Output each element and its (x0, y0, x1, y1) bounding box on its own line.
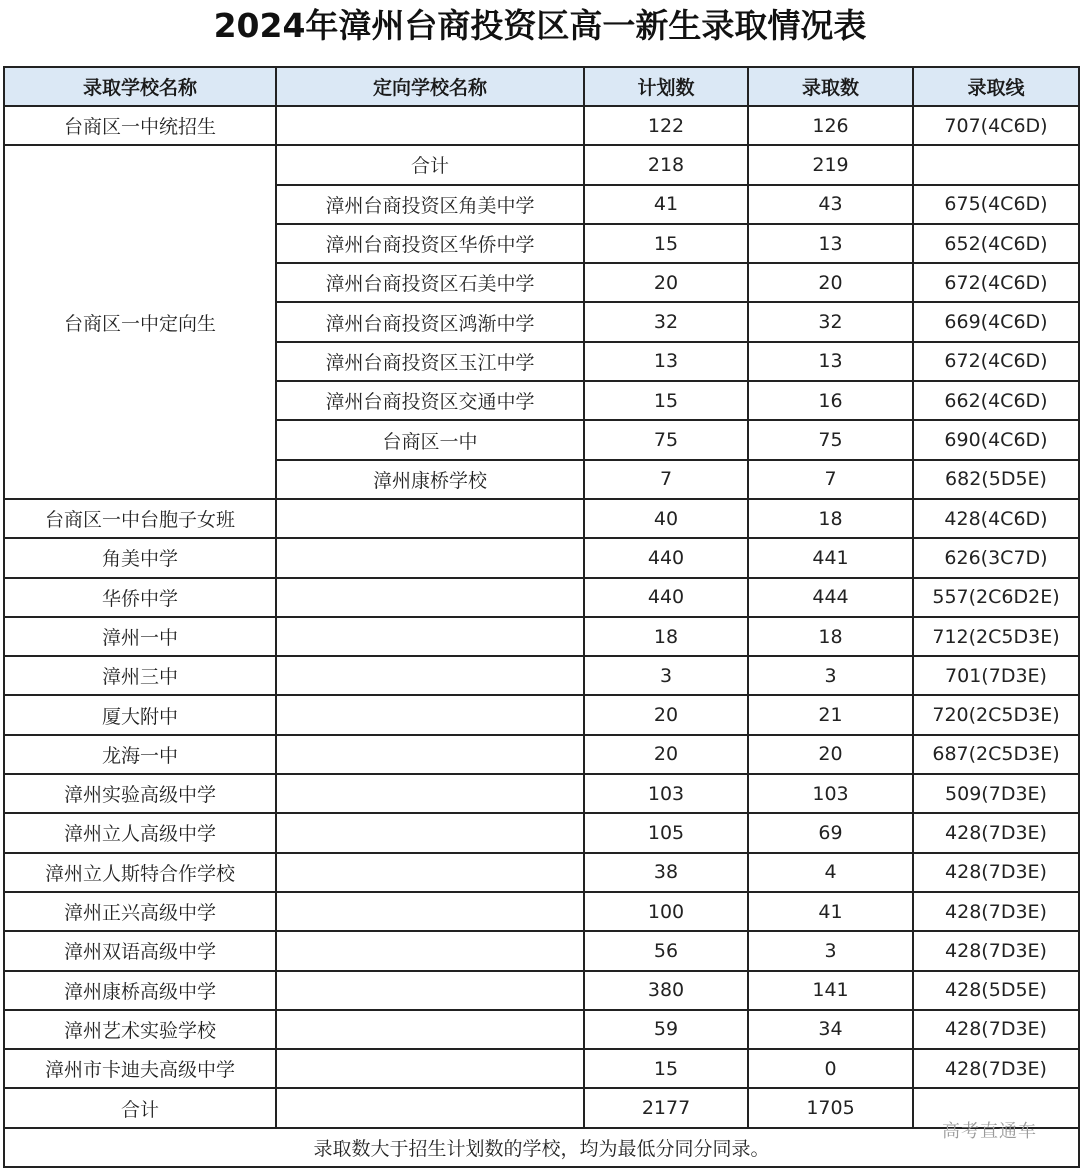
cell-cutoff: 428(7D3E) (913, 853, 1079, 892)
cell-school: 漳州实验高级中学 (4, 774, 276, 813)
cell-admitted: 141 (748, 971, 913, 1010)
header-row (4, 67, 1079, 106)
table-row (4, 538, 1079, 577)
cell-directed-school: 漳州台商投资区交通中学 (276, 381, 584, 420)
cell-directed-school (276, 1088, 584, 1127)
cell-school: 华侨中学 (4, 578, 276, 617)
cell-admitted: 20 (748, 263, 913, 302)
cell-directed-school (276, 538, 584, 577)
cell-plan: 38 (584, 853, 748, 892)
cell-cutoff: 509(7D3E) (913, 774, 1079, 813)
table-row (4, 735, 1079, 774)
table-row (4, 1010, 1079, 1049)
header-admitted: 录取数 (748, 67, 913, 106)
cell-directed-school (276, 617, 584, 656)
cell-school: 合计 (4, 1088, 276, 1127)
cell-admitted: 21 (748, 695, 913, 734)
cell-cutoff: 720(2C5D3E) (913, 695, 1079, 734)
cell-admitted: 126 (748, 106, 913, 145)
cell-directed-school (276, 735, 584, 774)
cell-school: 台商区一中台胞子女班 (4, 499, 276, 538)
cell-school: 龙海一中 (4, 735, 276, 774)
cell-plan: 40 (584, 499, 748, 538)
cell-directed-school: 漳州台商投资区石美中学 (276, 263, 584, 302)
cell-admitted: 43 (748, 185, 913, 224)
cell-admitted: 20 (748, 735, 913, 774)
cell-directed-school (276, 853, 584, 892)
header-school: 录取学校名称 (4, 67, 276, 106)
cell-admitted: 34 (748, 1010, 913, 1049)
cell-directed-school (276, 971, 584, 1010)
cell-school: 漳州正兴高级中学 (4, 892, 276, 931)
cell-plan: 3 (584, 656, 748, 695)
cell-plan: 20 (584, 735, 748, 774)
cell-directed-school (276, 578, 584, 617)
cell-directed-school (276, 813, 584, 852)
cell-plan: 7 (584, 460, 748, 499)
cell-directed-school: 漳州台商投资区鸿渐中学 (276, 302, 584, 341)
cell-plan: 218 (584, 145, 748, 184)
cell-admitted: 441 (748, 538, 913, 577)
cell-school: 漳州三中 (4, 656, 276, 695)
cell-admitted: 219 (748, 145, 913, 184)
header-directed-school: 定向学校名称 (276, 67, 584, 106)
cell-directed-school (276, 774, 584, 813)
cell-school: 漳州双语高级中学 (4, 931, 276, 970)
cell-plan: 56 (584, 931, 748, 970)
cell-directed-school: 台商区一中 (276, 420, 584, 459)
page-title: 2024年漳州台商投资区高一新生录取情况表 (213, 6, 867, 45)
cell-admitted: 3 (748, 931, 913, 970)
table-row (4, 499, 1079, 538)
cell-admitted: 103 (748, 774, 913, 813)
cell-cutoff: 712(2C5D3E) (913, 617, 1079, 656)
header-plan: 计划数 (584, 67, 748, 106)
cell-cutoff: 672(4C6D) (913, 342, 1079, 381)
cell-cutoff: 675(4C6D) (913, 185, 1079, 224)
cell-plan: 20 (584, 263, 748, 302)
table-row (4, 617, 1079, 656)
cell-directed-school (276, 1010, 584, 1049)
cell-school: 漳州艺术实验学校 (4, 1010, 276, 1049)
cell-plan: 122 (584, 106, 748, 145)
header-cutoff: 录取线 (913, 67, 1079, 106)
cell-cutoff: 701(7D3E) (913, 656, 1079, 695)
cell-admitted: 0 (748, 1049, 913, 1088)
cell-admitted: 16 (748, 381, 913, 420)
cell-admitted: 7 (748, 460, 913, 499)
admission-table (3, 66, 1080, 1168)
table-row (4, 774, 1079, 813)
cell-plan: 18 (584, 617, 748, 656)
cell-admitted: 13 (748, 342, 913, 381)
cell-directed-school: 漳州台商投资区角美中学 (276, 185, 584, 224)
cell-directed-school (276, 892, 584, 931)
table-row (4, 892, 1079, 931)
table-row (4, 853, 1079, 892)
cell-school: 台商区一中统招生 (4, 106, 276, 145)
cell-directed-school (276, 695, 584, 734)
cell-directed-school: 合计 (276, 145, 584, 184)
cell-plan: 440 (584, 538, 748, 577)
cell-admitted: 4 (748, 853, 913, 892)
cell-plan: 15 (584, 381, 748, 420)
cell-plan: 105 (584, 813, 748, 852)
cell-school-group: 台商区一中定向生 (4, 145, 276, 499)
cell-cutoff: 662(4C6D) (913, 381, 1079, 420)
cell-cutoff: 428(7D3E) (913, 1049, 1079, 1088)
cell-school: 角美中学 (4, 538, 276, 577)
cell-directed-school (276, 499, 584, 538)
cell-cutoff: 428(7D3E) (913, 813, 1079, 852)
cell-school: 漳州一中 (4, 617, 276, 656)
table-row (4, 578, 1079, 617)
cell-plan: 75 (584, 420, 748, 459)
cell-cutoff: 690(4C6D) (913, 420, 1079, 459)
cell-school: 漳州康桥高级中学 (4, 971, 276, 1010)
table-row (4, 931, 1079, 970)
cell-admitted: 3 (748, 656, 913, 695)
cell-plan: 2177 (584, 1088, 748, 1127)
cell-admitted: 1705 (748, 1088, 913, 1127)
cell-school: 厦大附中 (4, 695, 276, 734)
watermark: 高考直通车 (942, 1121, 1037, 1142)
cell-directed-school (276, 1049, 584, 1088)
cell-plan: 20 (584, 695, 748, 734)
note-row (4, 1128, 1079, 1167)
cell-plan: 100 (584, 892, 748, 931)
cell-admitted: 18 (748, 617, 913, 656)
cell-cutoff: 428(7D3E) (913, 892, 1079, 931)
cell-admitted: 32 (748, 302, 913, 341)
cell-cutoff: 682(5D5E) (913, 460, 1079, 499)
cell-directed-school (276, 106, 584, 145)
cell-cutoff: 428(4C6D) (913, 499, 1079, 538)
cell-directed-school: 漳州康桥学校 (276, 460, 584, 499)
total-row (4, 1088, 1079, 1127)
cell-plan: 59 (584, 1010, 748, 1049)
table-row (4, 971, 1079, 1010)
cell-cutoff: 687(2C5D3E) (913, 735, 1079, 774)
table-row (4, 106, 1079, 145)
cell-directed-school (276, 656, 584, 695)
cell-admitted: 13 (748, 224, 913, 263)
table-row (4, 656, 1079, 695)
cell-admitted: 41 (748, 892, 913, 931)
cell-plan: 32 (584, 302, 748, 341)
cell-admitted: 18 (748, 499, 913, 538)
cell-school: 漳州立人斯特合作学校 (4, 853, 276, 892)
cell-cutoff: 557(2C6D2E) (913, 578, 1079, 617)
cell-cutoff: 428(7D3E) (913, 931, 1079, 970)
cell-plan: 103 (584, 774, 748, 813)
cell-cutoff: 428(5D5E) (913, 971, 1079, 1010)
cell-plan: 380 (584, 971, 748, 1010)
table-row (4, 1049, 1079, 1088)
cell-cutoff: 652(4C6D) (913, 224, 1079, 263)
cell-plan: 15 (584, 1049, 748, 1088)
cell-cutoff: 669(4C6D) (913, 302, 1079, 341)
cell-directed-school (276, 931, 584, 970)
table-row (4, 695, 1079, 734)
cell-cutoff: 626(3C7D) (913, 538, 1079, 577)
cell-cutoff: 707(4C6D) (913, 106, 1079, 145)
cell-school: 漳州立人高级中学 (4, 813, 276, 852)
footnote: 录取数大于招生计划数的学校，均为最低分同分同录。 (4, 1128, 1079, 1167)
cell-admitted: 444 (748, 578, 913, 617)
cell-plan: 15 (584, 224, 748, 263)
cell-admitted: 75 (748, 420, 913, 459)
cell-school: 漳州市卡迪夫高级中学 (4, 1049, 276, 1088)
cell-cutoff (913, 145, 1079, 184)
table-row (4, 145, 1079, 184)
cell-directed-school: 漳州台商投资区玉江中学 (276, 342, 584, 381)
cell-cutoff: 428(7D3E) (913, 1010, 1079, 1049)
cell-admitted: 69 (748, 813, 913, 852)
cell-plan: 41 (584, 185, 748, 224)
cell-cutoff: 672(4C6D) (913, 263, 1079, 302)
cell-plan: 13 (584, 342, 748, 381)
table-row (4, 813, 1079, 852)
cell-plan: 440 (584, 578, 748, 617)
cell-directed-school: 漳州台商投资区华侨中学 (276, 224, 584, 263)
